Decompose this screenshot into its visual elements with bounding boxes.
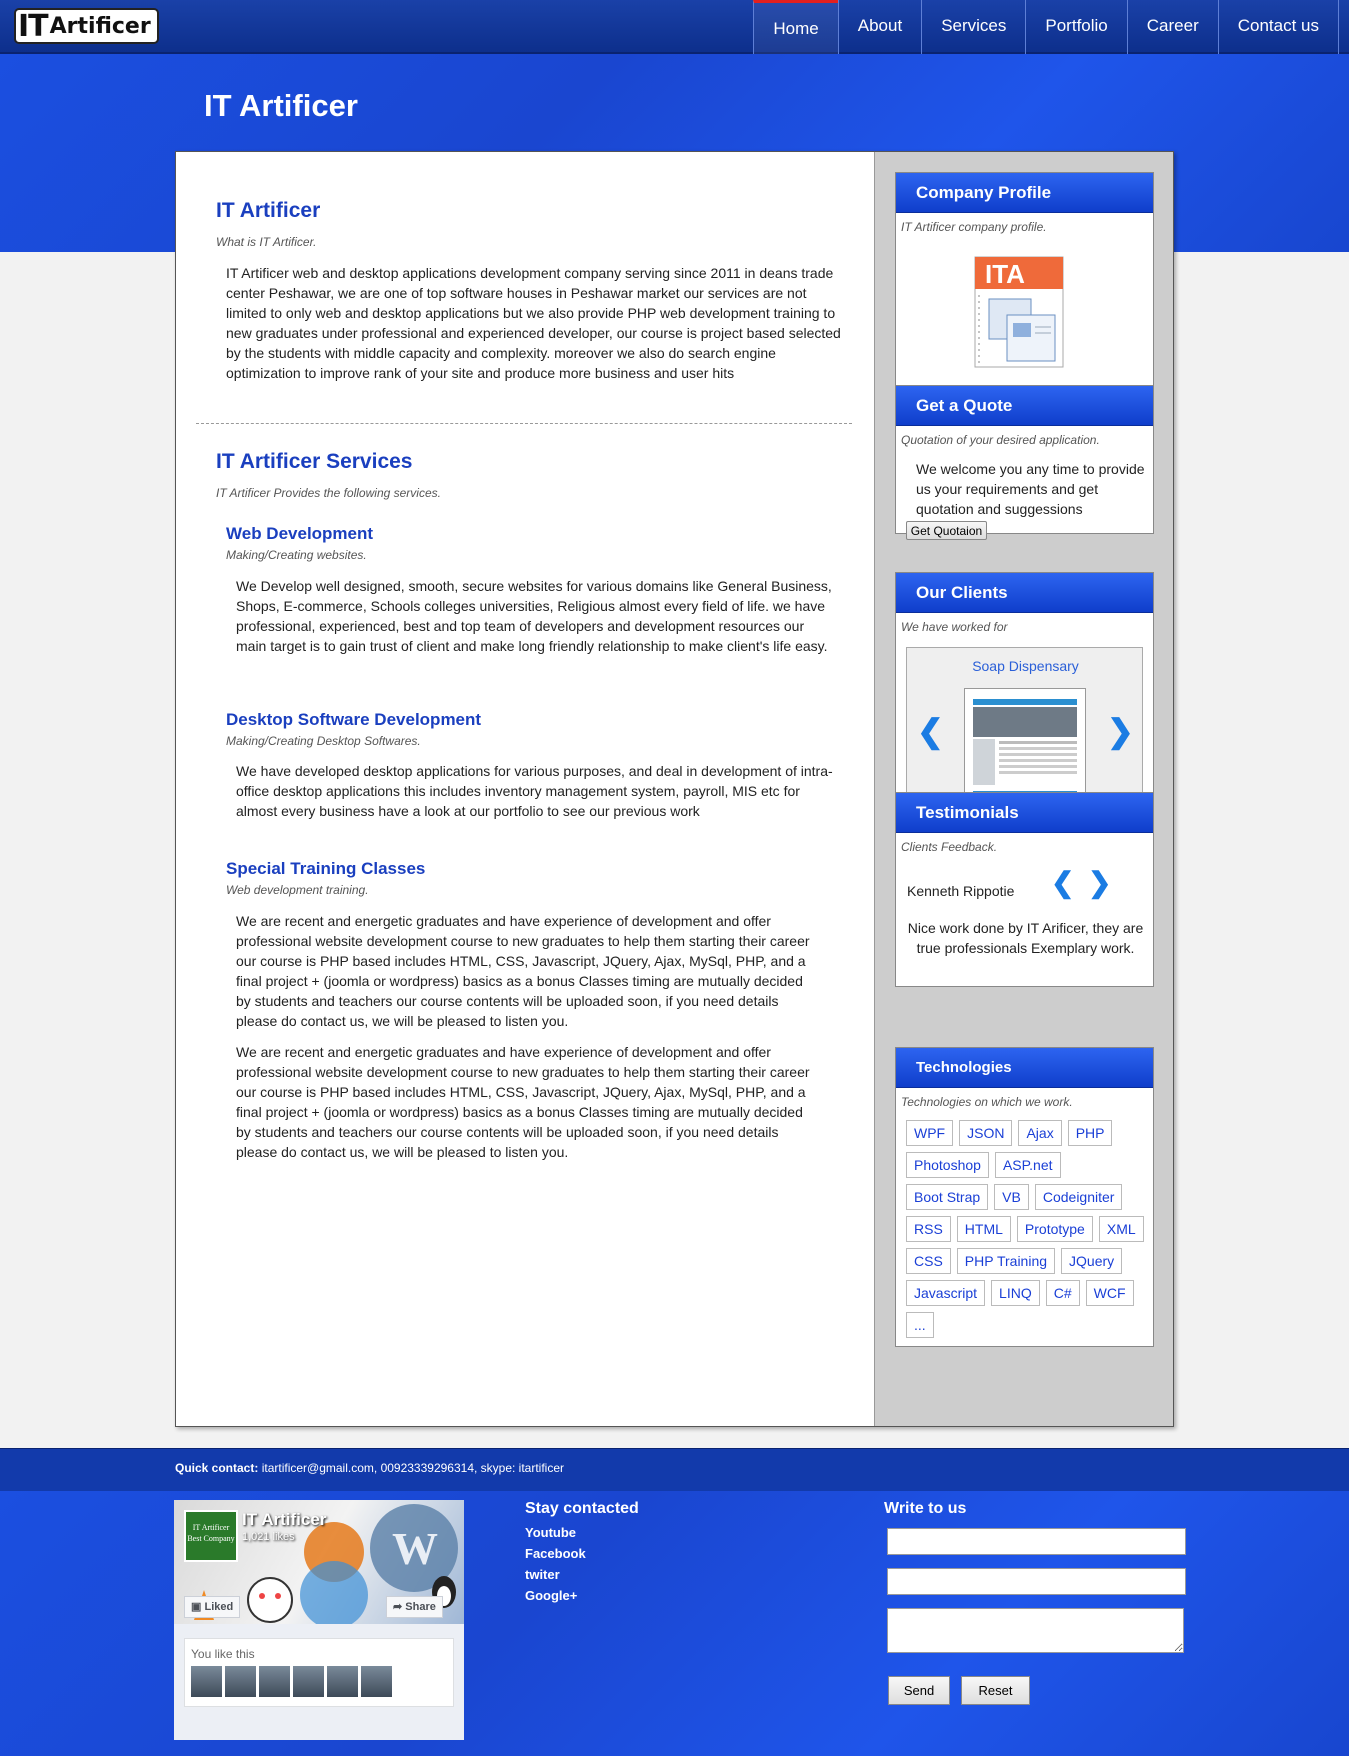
nav-portfolio[interactable]: Portfolio	[1025, 0, 1126, 54]
our-clients-title: Our Clients	[896, 573, 1153, 613]
stay-contacted-section	[525, 1500, 639, 1606]
logo-artificer: Artificer	[49, 13, 151, 39]
technology-tag[interactable]: JSON	[959, 1120, 1012, 1146]
friend-avatar[interactable]	[327, 1666, 358, 1697]
content-panel	[175, 151, 1174, 1427]
get-quote-title: Get a Quote	[896, 386, 1153, 426]
service-training-title: Special Training Classes	[226, 859, 426, 878]
technology-tag[interactable]: XML	[1099, 1216, 1144, 1242]
friend-avatar[interactable]	[225, 1666, 256, 1697]
contact-message-field[interactable]	[887, 1608, 1184, 1653]
reset-button[interactable]: Reset	[961, 1676, 1030, 1705]
technology-tag[interactable]: PHP Training	[957, 1248, 1055, 1274]
page-title: IT Artificer	[204, 88, 358, 123]
testimonials-title: Testimonials	[896, 793, 1153, 833]
company-profile-title: Company Profile	[896, 173, 1153, 213]
technology-tag[interactable]: HTML	[957, 1216, 1011, 1242]
nav-career[interactable]: Career	[1127, 0, 1218, 54]
technology-tag[interactable]: VB	[994, 1184, 1029, 1210]
youtube-link[interactable]: Youtube	[525, 1525, 577, 1540]
technology-tag[interactable]: Prototype	[1017, 1216, 1093, 1242]
quick-contact-label: Quick contact:	[175, 1461, 259, 1475]
testimonial-prev-icon[interactable]: ❮	[1051, 867, 1075, 898]
service-desktop-text: We have developed desktop applications for various purposes, and deal in development of intra-office desktop applications this includes inventory management system, payroll, MIS etc for almost every business have a look at our portfolio to see our previous work	[236, 763, 833, 819]
get-quote-text: We welcome you any time to provide us your requirements and get quotation and suggessions	[916, 461, 1145, 517]
site-logo[interactable]	[14, 8, 159, 44]
testimonials-widget	[895, 792, 1154, 987]
services-subtitle: IT Artificer Provides the following services.	[216, 486, 441, 500]
service-training-text: We are recent and energetic graduates and have experience of development and offer professional website development course to new graduates to help them starting their career our course is PHP based includes HTML, CSS, Javascript, JQuery, Ajax, MySql, PHP, and a final project + (joomla or wordpress) basics as a bonus Classes timing are mutually decided by students and teachers our course contents will be uploaded soon, if you need details please do contact us, we will be pleased to listen you.	[236, 913, 810, 1029]
main-nav	[753, 0, 1339, 54]
facebook-likes-count: 1,021 likes	[242, 1531, 295, 1543]
contact-name-field[interactable]	[887, 1528, 1186, 1555]
technology-tag[interactable]: ...	[906, 1312, 934, 1338]
facebook-you-like-text: You like this	[191, 1647, 255, 1661]
testimonial-quote: Nice work done by IT Arificer, they are true professionals Exemplary work.	[907, 920, 1144, 956]
nav-contact-us[interactable]: Contact us	[1218, 0, 1339, 54]
our-clients-subtitle: We have worked for	[901, 620, 1008, 634]
facebook-like-icon: ▣	[191, 1601, 202, 1613]
service-web-subtitle: Making/Creating websites.	[226, 548, 367, 562]
company-profile-widget	[895, 172, 1154, 391]
service-training-subtitle: Web development training.	[226, 883, 369, 897]
get-quote-subtitle: Quotation of your desired application.	[901, 433, 1100, 447]
facebook-friend-faces	[191, 1666, 392, 1697]
friend-avatar[interactable]	[293, 1666, 324, 1697]
technology-tag[interactable]: C#	[1046, 1280, 1080, 1306]
quick-contact-text: itartificer@gmail.com, 00923339296314, skype: itartificer	[258, 1461, 565, 1475]
doc-label: ITA	[985, 259, 1025, 289]
technologies-subtitle: Technologies on which we work.	[901, 1095, 1073, 1109]
client-screenshot[interactable]	[964, 688, 1086, 807]
about-text: IT Artificer web and desktop applications development company serving since 2011 in deans trade center Peshawar, we are one of top software houses in Peshawar market our services are not limited to only web and desktop applications but we also provide PHP web development training to new graduates under professional and experienced developer, our course is project based selected by the students with middle capacity and complexity. moreover we also do search engine optimization to improve rank of your site and produce more business and user hits	[226, 265, 841, 381]
nav-about[interactable]: About	[838, 0, 921, 54]
facebook-share-label: Share	[405, 1601, 436, 1613]
facebook-page-name[interactable]: IT Artificer	[242, 1510, 327, 1529]
svg-text:W: W	[392, 1523, 438, 1574]
service-desktop-subtitle: Making/Creating Desktop Softwares.	[226, 734, 421, 748]
company-profile-document-icon[interactable]	[973, 255, 1071, 373]
facebook-liked-button[interactable]	[184, 1596, 240, 1618]
technology-tag-list	[906, 1120, 1146, 1338]
client-name-link[interactable]: Soap Dispensary	[972, 658, 1079, 674]
technology-tag[interactable]: Photoshop	[906, 1152, 989, 1178]
technology-tag[interactable]: ASP.net	[995, 1152, 1061, 1178]
technologies-widget	[895, 1047, 1154, 1347]
service-web-text: We Develop well designed, smooth, secure websites for various domains like General Business, Shops, E-commerce, Schools colleges universities, Religious almost every field of life. we have professional, experienced, best and top team of developers and development resources our main target is to gain trust of client and make long friendly relationship to make client's life easy.	[236, 578, 832, 654]
share-icon: ➦	[393, 1601, 403, 1613]
about-title: IT Artificer	[216, 199, 321, 222]
facebook-liked-label: Liked	[204, 1601, 234, 1613]
technology-tag[interactable]: JQuery	[1061, 1248, 1122, 1274]
technology-tag[interactable]: Codeigniter	[1035, 1184, 1123, 1210]
section-divider	[196, 423, 852, 424]
nav-services[interactable]: Services	[921, 0, 1025, 54]
services-title: IT Artificer Services	[216, 450, 413, 473]
chevron-left-icon[interactable]: ❮	[917, 713, 944, 749]
contact-email-field[interactable]	[887, 1568, 1186, 1595]
testimonials-subtitle: Clients Feedback.	[901, 840, 998, 854]
write-to-us-title: Write to us	[884, 1500, 967, 1517]
service-desktop-title: Desktop Software Development	[226, 710, 482, 729]
technology-tag[interactable]: PHP	[1068, 1120, 1113, 1146]
technology-tag[interactable]: LINQ	[991, 1280, 1040, 1306]
google-plus-link[interactable]: Google+	[525, 1588, 578, 1603]
friend-avatar[interactable]	[191, 1666, 222, 1697]
service-training-text-2: We are recent and energetic graduates and have experience of development and offer professional website development course to new graduates to help them starting their career our course is PHP based includes HTML, CSS, Javascript, JQuery, Ajax, MySql, PHP, and a final project + (joomla or wordpress) basics as a bonus Classes timing are mutually decided by students and teachers our course contents will be uploaded soon, if you need details please do contact us, we will be pleased to listen you.	[236, 1044, 810, 1160]
nav-home[interactable]: Home	[753, 0, 837, 54]
about-subtitle: What is IT Artificer.	[216, 235, 317, 249]
service-web-title: Web Development	[226, 524, 374, 543]
facebook-page-logo[interactable]: IT Artificer Best Company	[184, 1510, 238, 1562]
quick-contact	[175, 1461, 564, 1475]
facebook-page-widget	[174, 1500, 464, 1740]
send-button[interactable]: Send	[888, 1676, 950, 1705]
facebook-you-like-box	[184, 1638, 454, 1707]
top-navbar	[0, 0, 1349, 54]
sidebar	[874, 152, 1173, 1426]
friend-avatar[interactable]	[259, 1666, 290, 1697]
chevron-right-icon[interactable]: ❯	[1107, 713, 1134, 749]
technology-tag[interactable]: WPF	[906, 1120, 953, 1146]
get-quotation-button[interactable]: Get Quotaion	[906, 521, 987, 540]
company-profile-subtitle: IT Artificer company profile.	[901, 220, 1047, 234]
technology-tag[interactable]: Javascript	[906, 1280, 985, 1306]
technology-tag[interactable]: WCF	[1086, 1280, 1134, 1306]
technology-tag[interactable]: CSS	[906, 1248, 951, 1274]
stay-contacted-title: Stay contacted	[525, 1500, 639, 1517]
main-content	[176, 152, 874, 1426]
technology-tag[interactable]: Boot Strap	[906, 1184, 988, 1210]
testimonial-author: Kenneth Rippotie	[907, 883, 1015, 899]
technology-tag[interactable]: RSS	[906, 1216, 951, 1242]
twitter-link[interactable]: twiter	[525, 1567, 560, 1582]
testimonial-next-icon[interactable]: ❯	[1088, 867, 1112, 898]
logo-it: IT	[18, 8, 48, 44]
get-quote-widget	[895, 385, 1154, 538]
technology-tag[interactable]: Ajax	[1018, 1120, 1061, 1146]
technologies-title: Technologies	[896, 1048, 1153, 1088]
facebook-share-button[interactable]	[386, 1596, 443, 1618]
facebook-link[interactable]: Facebook	[525, 1546, 586, 1561]
facebook-cover[interactable]	[174, 1500, 464, 1624]
friend-avatar[interactable]	[361, 1666, 392, 1697]
